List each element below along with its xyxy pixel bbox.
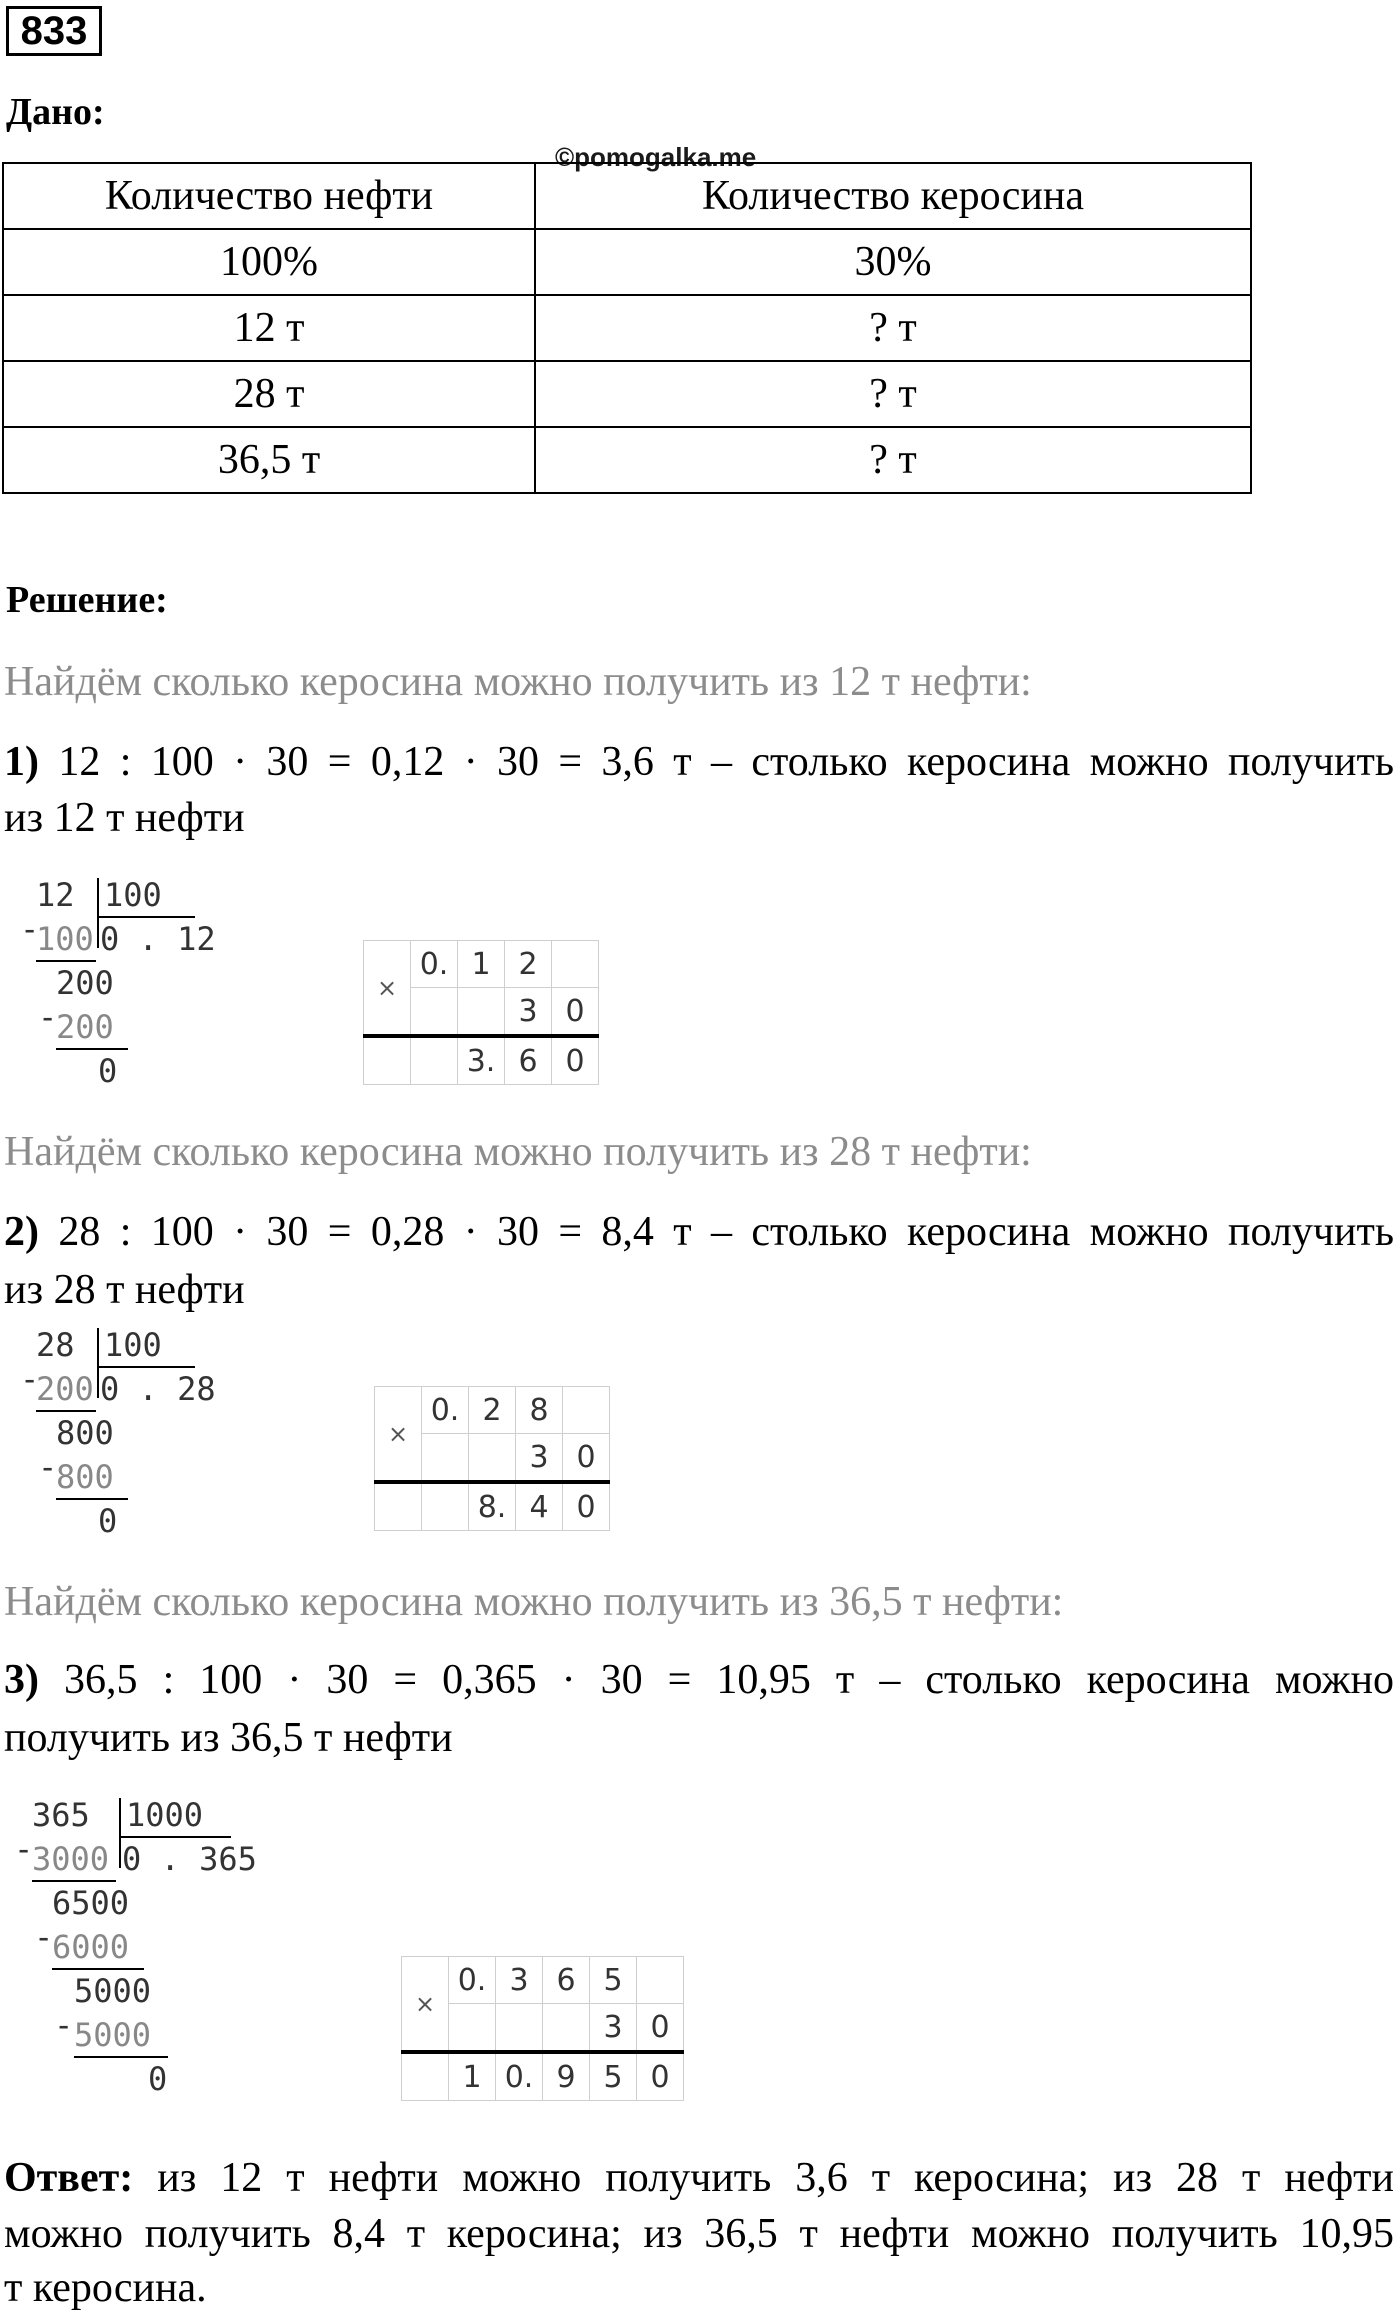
multiplication-grid <box>374 1386 610 1531</box>
grid-cell: 0. <box>496 2052 543 2101</box>
remainder: 200 <box>56 964 114 1002</box>
multiply-icon: × <box>375 1387 422 1483</box>
table-cell: 30% <box>535 229 1251 295</box>
table-cell: 36,5 т <box>3 427 535 493</box>
subtrahend: 800 <box>56 1458 114 1496</box>
step-equation: 36,5 : 100 · 30 = 0,365 · 30 = 10,95 т – столько керосина можно <box>64 1657 1394 1703</box>
division-line <box>74 2056 168 2058</box>
divisor: 100 <box>104 876 162 914</box>
remainder: 6500 <box>52 1884 130 1922</box>
subtrahend: 6000 <box>52 1928 130 1966</box>
grid-cell: 0 <box>637 2004 684 2053</box>
grid-cell: 0. <box>449 1957 496 2004</box>
minus-sign: - <box>38 1448 58 1486</box>
table-cell: 100% <box>3 229 535 295</box>
minus-sign: - <box>20 910 40 948</box>
table-header-row <box>3 163 1251 229</box>
division-bar <box>119 1798 121 1868</box>
table-row <box>3 229 1251 295</box>
answer-line: т керосина. <box>4 2265 207 2311</box>
grid-cell <box>422 1434 469 1483</box>
dividend: 365 <box>32 1796 90 1834</box>
multiplication-grid <box>363 940 599 1085</box>
grid-cell <box>364 1036 411 1085</box>
grid-cell: 3 <box>590 2004 637 2053</box>
grid-cell: 9 <box>543 2052 590 2101</box>
dividend: 28 <box>36 1326 75 1364</box>
quotient: 0 . 28 <box>100 1370 216 1408</box>
divisor: 100 <box>104 1326 162 1364</box>
minus-sign: - <box>34 1918 54 1956</box>
minus-sign: - <box>38 998 58 1036</box>
multiply-icon: × <box>364 941 411 1037</box>
subtrahend: 200 <box>56 1008 114 1046</box>
minus-sign: - <box>54 2006 74 2044</box>
remainder: 0 <box>98 1502 118 1540</box>
division-bar <box>97 1366 195 1368</box>
step-line-continued: из 28 т нефти <box>4 1267 245 1313</box>
grid-cell <box>496 2004 543 2053</box>
answer-line <box>4 2150 1394 2206</box>
step-equation: 12 : 100 · 30 = 0,12 · 30 = 3,6 т – столько керосина можно получить <box>58 739 1394 785</box>
multiply-icon: × <box>402 1957 449 2053</box>
long-division <box>0 876 220 1096</box>
grid-cell: 6 <box>543 1957 590 2004</box>
remainder: 0 <box>98 1052 118 1090</box>
subtrahend: 200 <box>36 1370 94 1408</box>
step-intro: Найдём сколько керосина можно получить из 12 т нефти: <box>4 659 1032 705</box>
answer-text: из 12 т нефти можно получить 3,6 т керосина; из 28 т нефти <box>157 2155 1394 2201</box>
grid-cell <box>411 988 458 1037</box>
grid-cell: 8 <box>516 1387 563 1434</box>
step-line <box>4 1204 1394 1260</box>
quotient: 0 . 365 <box>122 1840 257 1878</box>
step-line-continued: получить из 36,5 т нефти <box>4 1715 453 1761</box>
answer-label: Ответ: <box>4 2155 134 2201</box>
table-header-cell: Количество нефти <box>3 163 535 229</box>
division-bar <box>97 878 99 948</box>
division-bar <box>119 1836 231 1838</box>
watermark: ©pomogalka.me <box>555 142 757 172</box>
division-line <box>52 1968 144 1970</box>
given-heading: Дано: <box>6 91 105 133</box>
step-intro: Найдём сколько керосина можно получить из 28 т нефти: <box>4 1129 1032 1175</box>
step-line-continued: из 12 т нефти <box>4 795 245 841</box>
grid-cell: 2 <box>505 941 552 988</box>
step-intro: Найдём сколько керосина можно получить из 36,5 т нефти: <box>4 1579 1064 1625</box>
grid-cell <box>458 988 505 1037</box>
table-header-cell: Количество керосина <box>535 163 1251 229</box>
grid-cell: 0 <box>552 988 599 1037</box>
table-row <box>3 361 1251 427</box>
long-division <box>0 1796 260 2116</box>
grid-cell: 0 <box>637 2052 684 2101</box>
grid-cell: 3 <box>516 1434 563 1483</box>
grid-cell: 5 <box>590 1957 637 2004</box>
grid-cell: 0. <box>411 941 458 988</box>
grid-cell: 1 <box>458 941 505 988</box>
division-line <box>56 1048 128 1050</box>
grid-cell: 3 <box>496 1957 543 2004</box>
grid-cell <box>375 1482 422 1531</box>
grid-cell <box>402 2052 449 2101</box>
remainder: 800 <box>56 1414 114 1452</box>
long-division <box>0 1326 220 1546</box>
table-cell: ? т <box>535 427 1251 493</box>
minus-sign: - <box>14 1830 34 1868</box>
grid-cell <box>552 941 599 988</box>
table-cell: 12 т <box>3 295 535 361</box>
grid-cell: 5 <box>590 2052 637 2101</box>
grid-cell: 8. <box>469 1482 516 1531</box>
grid-cell: 2 <box>469 1387 516 1434</box>
grid-cell: 0. <box>422 1387 469 1434</box>
table-row <box>3 295 1251 361</box>
remainder: 5000 <box>74 1972 152 2010</box>
division-line <box>36 1410 96 1412</box>
step-line <box>4 734 1394 790</box>
step-label: 2) <box>4 1209 39 1255</box>
grid-cell <box>563 1387 610 1434</box>
grid-cell: 0 <box>563 1482 610 1531</box>
table-cell: 28 т <box>3 361 535 427</box>
grid-cell: 4 <box>516 1482 563 1531</box>
minus-sign: - <box>20 1360 40 1398</box>
solution-heading: Решение: <box>6 579 168 621</box>
grid-cell <box>469 1434 516 1483</box>
grid-cell <box>411 1036 458 1085</box>
given-table <box>2 162 1252 494</box>
remainder: 0 <box>148 2060 168 2098</box>
grid-cell <box>449 2004 496 2053</box>
divisor: 1000 <box>126 1796 204 1834</box>
grid-cell <box>637 1957 684 2004</box>
quotient: 0 . 12 <box>100 920 216 958</box>
grid-cell <box>422 1482 469 1531</box>
table-cell: ? т <box>535 295 1251 361</box>
grid-cell: 3 <box>505 988 552 1037</box>
step-line <box>4 1652 1394 1708</box>
table-row <box>3 427 1251 493</box>
dividend: 12 <box>36 876 75 914</box>
grid-cell: 6 <box>505 1036 552 1085</box>
multiplication-grid <box>401 1956 684 2101</box>
subtrahend: 100 <box>36 920 94 958</box>
answer-line: можно получить 8,4 т керосина; из 36,5 т нефти можно получить 10,95 <box>4 2211 1394 2257</box>
division-bar <box>97 1328 99 1398</box>
step-equation: 28 : 100 · 30 = 0,28 · 30 = 8,4 т – столько керосина можно получить <box>58 1209 1394 1255</box>
division-line <box>32 1880 116 1882</box>
division-line <box>56 1498 128 1500</box>
step-label: 3) <box>4 1657 39 1703</box>
grid-cell <box>543 2004 590 2053</box>
step-label: 1) <box>4 739 39 785</box>
grid-cell: 0 <box>563 1434 610 1483</box>
division-bar <box>97 916 195 918</box>
grid-cell: 3. <box>458 1036 505 1085</box>
grid-cell: 1 <box>449 2052 496 2101</box>
table-cell: ? т <box>535 361 1251 427</box>
problem-number: 833 <box>6 6 102 56</box>
subtrahend: 3000 <box>32 1840 110 1878</box>
division-line <box>36 960 96 962</box>
subtrahend: 5000 <box>74 2016 152 2054</box>
grid-cell: 0 <box>552 1036 599 1085</box>
